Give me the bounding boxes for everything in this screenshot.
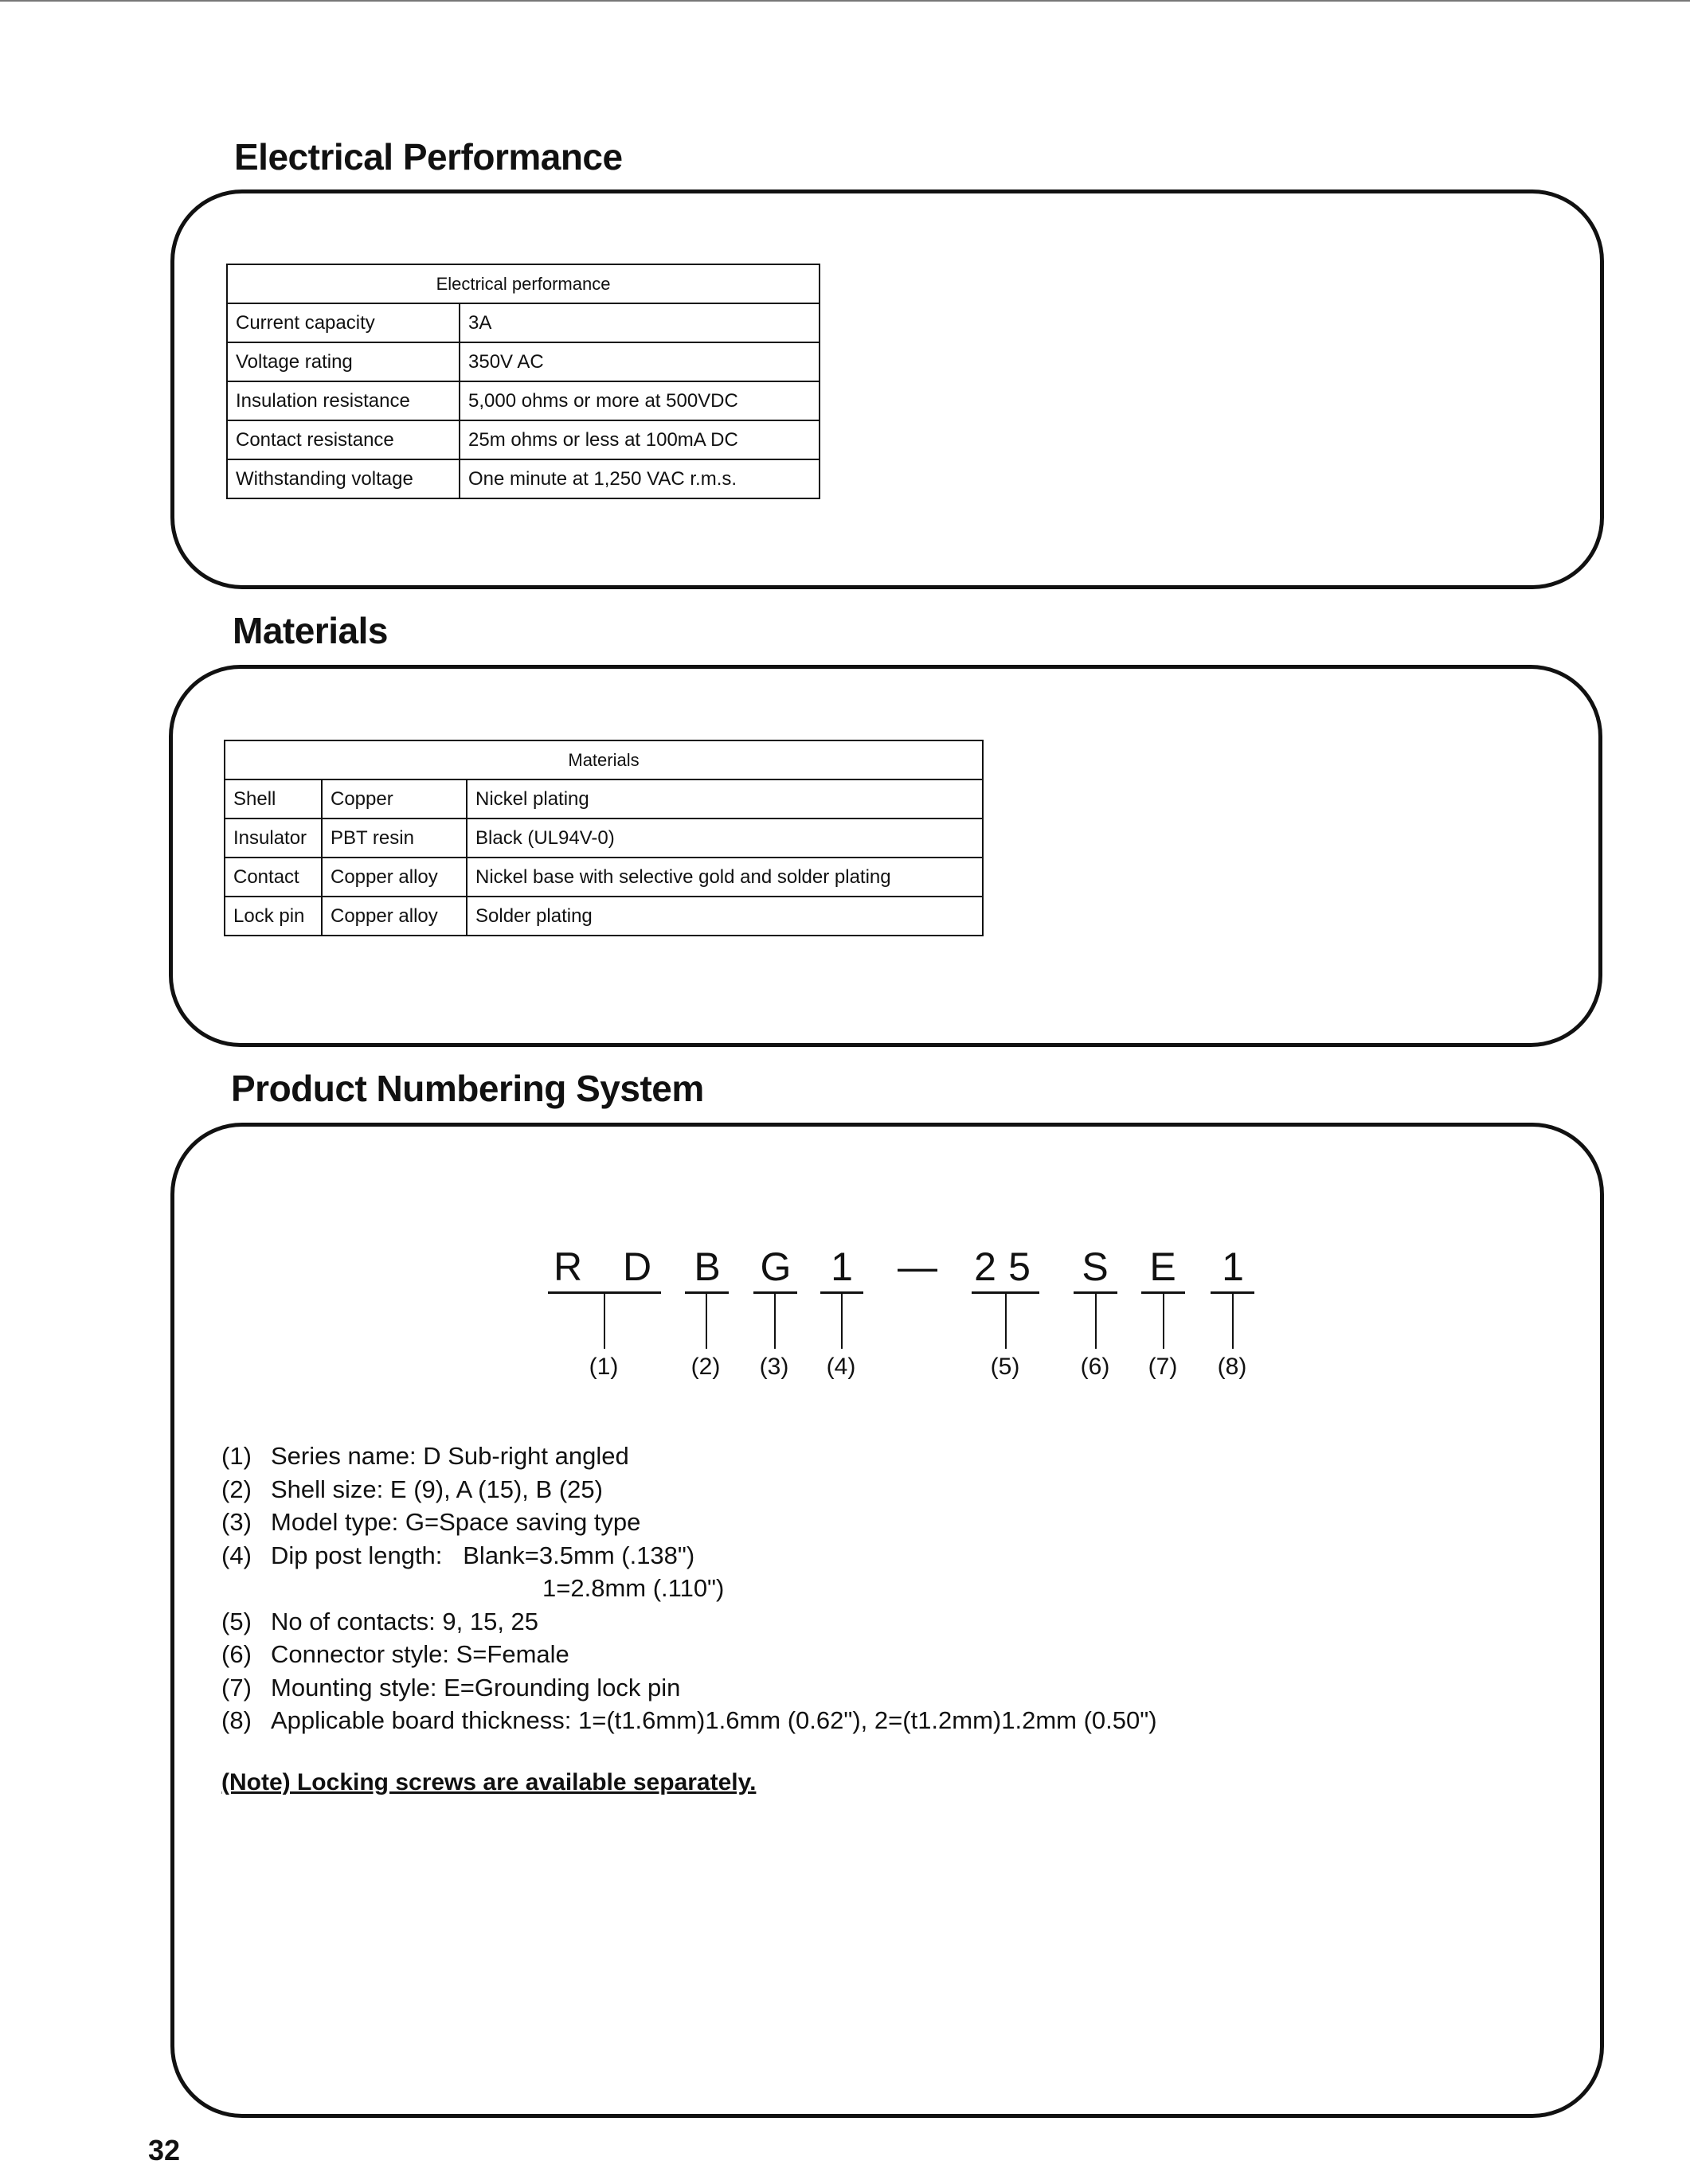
legend-text: Model type: G=Space saving type [271, 1508, 641, 1536]
row-value: 5,000 ohms or more at 500VDC [460, 381, 820, 420]
code-marker: (7) [1148, 1354, 1178, 1380]
table-row [227, 303, 820, 342]
row-part: Shell [225, 779, 322, 819]
table-row [227, 381, 820, 420]
row-label: Voltage rating [227, 342, 460, 381]
legend-index: (5) [221, 1607, 252, 1635]
legend-text: Dip post length: Blank=3.5mm (.138") [271, 1541, 695, 1569]
code-marker: (4) [826, 1354, 856, 1380]
code-tick [1232, 1293, 1234, 1349]
row-finish: Nickel base with selective gold and solder plating [467, 858, 983, 897]
code-marker: (1) [589, 1354, 619, 1380]
materials-heading: Materials [233, 610, 388, 651]
table-row [225, 897, 983, 936]
code-tick [1163, 1293, 1164, 1349]
code-letter: G [760, 1244, 792, 1289]
table-row [225, 858, 983, 897]
legend-index: (3) [221, 1508, 252, 1536]
row-value: 25m ohms or less at 100mA DC [460, 420, 820, 459]
code-marker: (6) [1080, 1354, 1110, 1380]
code-tick [841, 1293, 843, 1349]
legend-text: 1=2.8mm (.110") [542, 1574, 725, 1602]
legend-index: (1) [221, 1442, 252, 1470]
code-tick [1005, 1293, 1007, 1349]
locking-screws-note: (Note) Locking screws are available separately. [221, 1769, 757, 1795]
row-material: Copper [322, 779, 467, 819]
row-label: Current capacity [227, 303, 460, 342]
legend-index: (6) [221, 1640, 252, 1668]
row-material: PBT resin [322, 819, 467, 858]
legend-item [221, 1605, 1157, 1639]
row-label: Withstanding voltage [227, 459, 460, 498]
code-marker: (3) [759, 1354, 789, 1380]
code-letter: 1 [831, 1244, 853, 1289]
code-dash: — [898, 1244, 937, 1289]
legend-text: Mounting style: E=Grounding lock pin [271, 1673, 681, 1701]
legend-item [221, 1506, 1157, 1539]
electrical-table-title: Electrical performance [227, 264, 820, 303]
materials-table [224, 740, 984, 936]
legend-index: (8) [221, 1706, 252, 1734]
code-letter: R [553, 1244, 583, 1289]
legend-text: Applicable board thickness: 1=(t1.6mm)1.6mm (0.62"), 2=(t1.2mm)1.2mm (0.50") [271, 1706, 1157, 1734]
code-letter: D [622, 1244, 652, 1289]
code-letter: 2 [974, 1244, 996, 1289]
row-finish: Nickel plating [467, 779, 983, 819]
table-row [225, 819, 983, 858]
row-label: Insulation resistance [227, 381, 460, 420]
legend-item [221, 1704, 1157, 1737]
code-letter: S [1082, 1244, 1109, 1289]
code-tick [774, 1293, 776, 1349]
row-part: Lock pin [225, 897, 322, 936]
electrical-table [226, 264, 820, 499]
code-letter: B [694, 1244, 721, 1289]
code-letter: E [1149, 1244, 1176, 1289]
code-tick [706, 1293, 707, 1349]
row-part: Insulator [225, 819, 322, 858]
code-marker: (5) [990, 1354, 1020, 1380]
code-tick [604, 1293, 605, 1349]
row-material: Copper alloy [322, 897, 467, 936]
electrical-heading: Electrical Performance [234, 136, 623, 178]
legend-index: (2) [221, 1475, 252, 1503]
code-marker: (8) [1217, 1354, 1247, 1380]
table-row [227, 459, 820, 498]
code-tick [1095, 1293, 1097, 1349]
legend-item [221, 1473, 1157, 1506]
legend-text: Connector style: S=Female [271, 1640, 569, 1668]
code-marker: (2) [690, 1354, 721, 1380]
legend-index: (7) [221, 1673, 252, 1701]
legend-text: Series name: D Sub-right angled [271, 1442, 629, 1470]
legend-text: No of contacts: 9, 15, 25 [271, 1607, 539, 1635]
materials-table-title: Materials [225, 740, 983, 779]
legend-item [221, 1572, 1157, 1605]
table-row [227, 420, 820, 459]
code-letter: 1 [1222, 1244, 1244, 1289]
page-number: 32 [148, 2134, 181, 2166]
row-material: Copper alloy [322, 858, 467, 897]
row-value: 3A [460, 303, 820, 342]
legend-item [221, 1638, 1157, 1671]
numbering-legend [221, 1440, 1157, 1737]
legend-item [221, 1440, 1157, 1473]
legend-index: (4) [221, 1541, 252, 1569]
row-part: Contact [225, 858, 322, 897]
legend-text: Shell size: E (9), A (15), B (25) [271, 1475, 603, 1503]
row-label: Contact resistance [227, 420, 460, 459]
code-letter: 5 [1008, 1244, 1031, 1289]
numbering-heading: Product Numbering System [231, 1068, 704, 1109]
row-finish: Black (UL94V-0) [467, 819, 983, 858]
row-finish: Solder plating [467, 897, 983, 936]
row-value: One minute at 1,250 VAC r.m.s. [460, 459, 820, 498]
top-rule [0, 0, 1690, 2]
row-value: 350V AC [460, 342, 820, 381]
legend-item [221, 1539, 1157, 1573]
table-row [227, 342, 820, 381]
legend-item [221, 1671, 1157, 1705]
table-row [225, 779, 983, 819]
